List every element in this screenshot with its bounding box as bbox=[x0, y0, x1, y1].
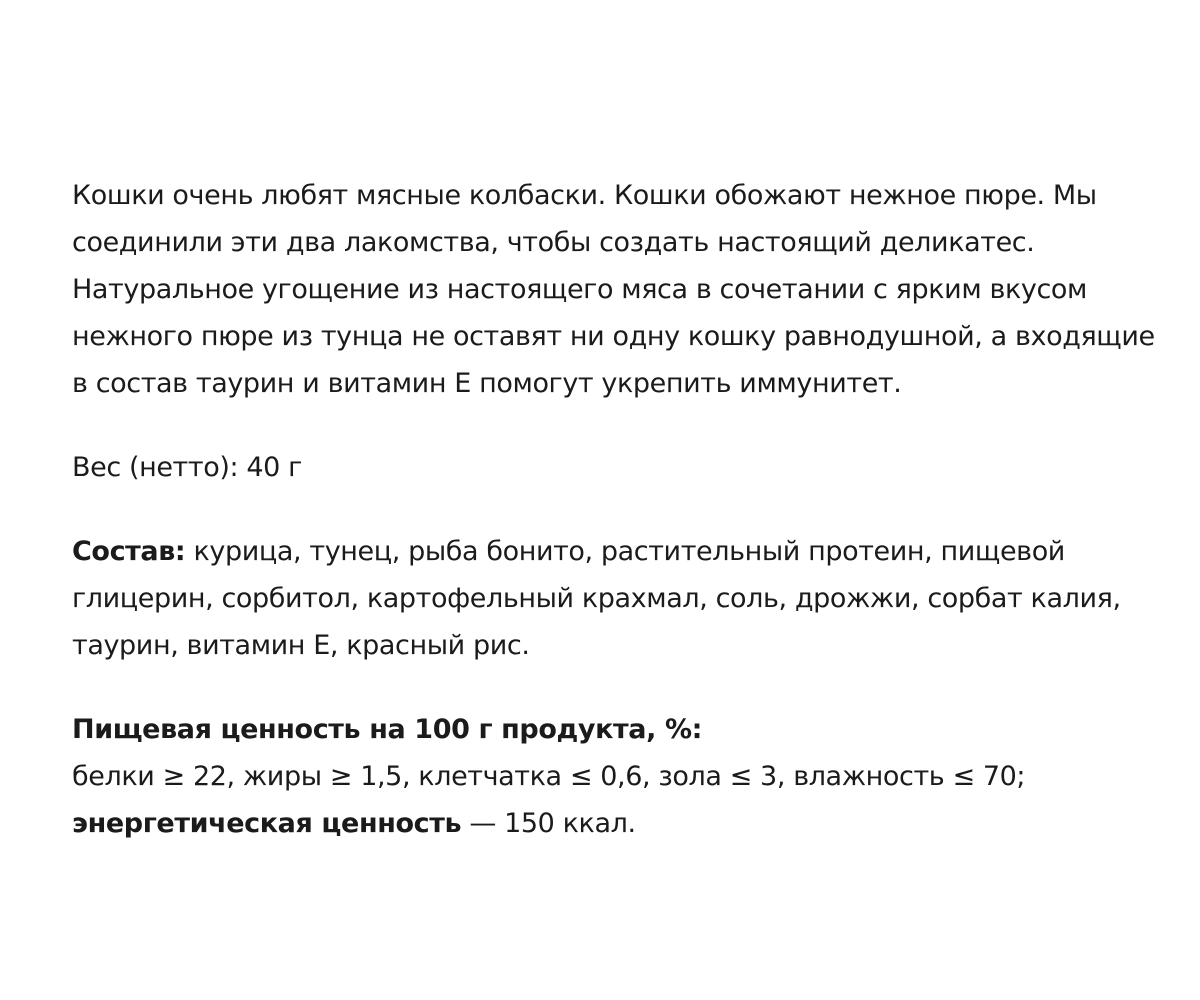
energy-value: — 150 ккал. bbox=[461, 808, 636, 839]
description-line: соединили эти два лакомства, чтобы создать настоящий деликатес. bbox=[72, 227, 1035, 258]
composition-text: курица, тунец, рыба бонито, растительный протеин, пищевой bbox=[185, 536, 1065, 567]
nutrition-heading: Пищевая ценность на 100 г продукта, %: bbox=[72, 714, 703, 745]
weight-paragraph bbox=[72, 444, 1187, 491]
composition-label: Состав: bbox=[72, 536, 186, 567]
nutrition-paragraph bbox=[72, 706, 1187, 847]
description-paragraph bbox=[72, 172, 1187, 407]
description-line: в состав таурин и витамин Е помогут укрепить иммунитет. bbox=[72, 368, 902, 399]
composition-line: глицерин, сорбитол, картофельный крахмал, соль, дрожжи, сорбат калия, bbox=[72, 583, 1121, 614]
composition-line: таурин, витамин Е, красный рис. bbox=[72, 630, 530, 661]
weight-text: Вес (нетто): 40 г bbox=[72, 452, 302, 483]
description-line: Кошки очень любят мясные колбаски. Кошки обожают нежное пюре. Мы bbox=[72, 180, 1097, 211]
composition-line bbox=[72, 528, 1187, 575]
description-line: нежного пюре из тунца не оставят ни одну кошку равнодушной, а входящие bbox=[72, 321, 1155, 352]
energy-line bbox=[72, 800, 1187, 847]
composition-paragraph bbox=[72, 528, 1187, 669]
nutrition-values: белки ≥ 22, жиры ≥ 1,5, клетчатка ≤ 0,6, зола ≤ 3, влажность ≤ 70; bbox=[72, 761, 1026, 792]
product-description bbox=[72, 172, 1187, 847]
energy-label: энергетическая ценность bbox=[72, 808, 462, 839]
description-line: Натуральное угощение из настоящего мяса в сочетании с ярким вкусом bbox=[72, 274, 1087, 305]
